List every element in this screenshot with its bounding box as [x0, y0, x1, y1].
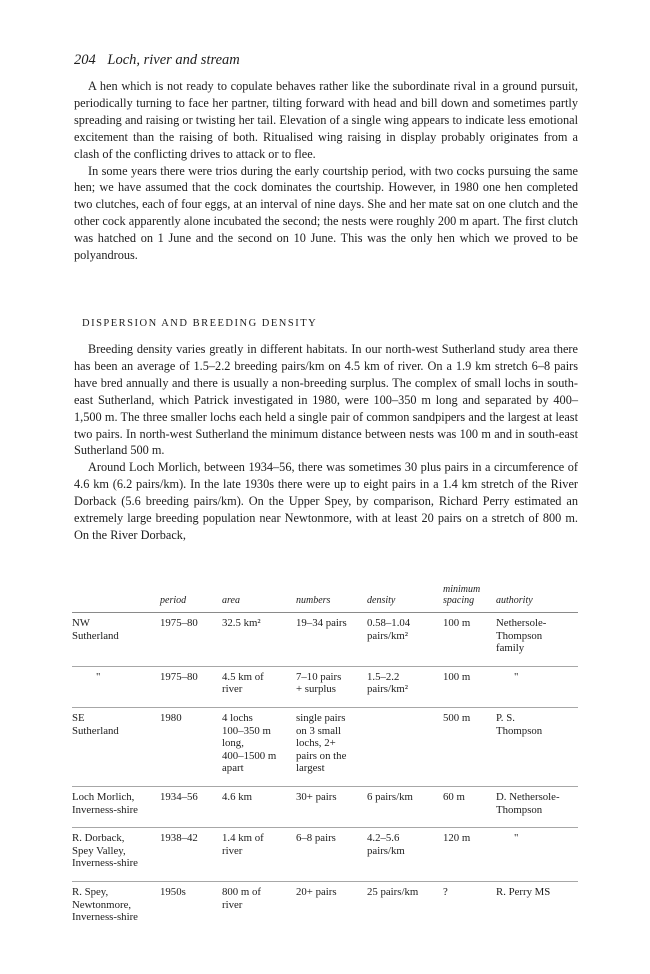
cell-spacing: ?	[443, 885, 448, 898]
cell-density: 25 pairs/km	[367, 885, 419, 898]
column-header-authority: authority	[496, 584, 578, 613]
cell-period: 1980	[160, 707, 222, 786]
paragraph: A hen which is not ready to copulate behaves rather like the subordinate rival in a ground pursuit, periodically turning to face her partner, tilting forward with head and bill down and sometimes partly spreading and raising or twisting her tail. Elevation of a single wing appears to indicate less emotional excitement than the raising of both. Ritualised wing raising in display probably originates from a clash of the conflicting drives to attack or to flee.	[74, 79, 578, 161]
table-row	[72, 828, 578, 882]
cell-area: 32.5 km²	[222, 613, 296, 667]
cell-density	[367, 707, 443, 786]
table-row	[72, 881, 578, 934]
body-text-top	[74, 78, 578, 264]
cell-authority: R. Perry MS	[496, 885, 551, 898]
cell-spacing: 500 m	[443, 707, 496, 786]
cell-period: 1950s	[160, 885, 186, 898]
cell-authority: P. S. Thompson	[496, 707, 578, 786]
cell-density: 0.58–1.04 pairs/km²	[367, 613, 443, 667]
cell-spacing: 100 m	[443, 666, 496, 707]
cell-spacing: 100 m	[443, 613, 496, 667]
cell-location: R. Spey, Newtonmore, Inverness-shire	[72, 885, 138, 924]
cell-location: SE Sutherland	[72, 707, 160, 786]
section-heading: DISPERSION AND BREEDING DENSITY	[82, 318, 318, 329]
breeding-density-table	[72, 584, 578, 935]
table-row	[72, 786, 578, 827]
table-row	[72, 707, 578, 786]
cell-location: NW Sutherland	[72, 613, 160, 667]
cell-authority: "	[496, 828, 578, 882]
cell-density: 6 pairs/km	[367, 786, 443, 827]
cell-area: 4.5 km of river	[222, 666, 296, 707]
cell-numbers: 20+ pairs	[296, 885, 337, 898]
column-header-numbers: numbers	[296, 584, 367, 613]
cell-authority: "	[496, 666, 578, 707]
cell-location: R. Dorback, Spey Valley, Inverness-shire	[72, 828, 160, 882]
paragraph: Breeding density varies greatly in different habitats. In our north-west Sutherland study area there has been an average of 1.5–2.2 breeding pairs/km on 4.5 km of river. On a 1.9 km stretch 6–8 pairs have bred annually and there is usually a non-breeding surplus. The complex of small lochs in south-east Sutherland, which Patrick investigated in 1980, were 100–350 m long and separated by 400–1,500 m. The three smaller lochs each held a single pair of common sandpipers and the largest at least two pairs. In north-west Sutherland the minimum distance between nests was 100 m and in south-east Sutherland 500 m.	[74, 342, 578, 458]
cell-period: 1938–42	[160, 828, 222, 882]
paragraph: Around Loch Morlich, between 1934–56, there was sometimes 30 plus pairs in a circumference of 4.6 km (6.2 pairs/km). In the late 1930s there were up to eight pairs in a 1.4 km stretch of the River Dorback (5.6 breeding pairs/km). On the Upper Spey, by comparison, Richard Perry estimated an extremely large breeding population near Newtonmore, with at least 20 pairs on a stretch of 800 m. On the River Dorback,	[74, 460, 578, 542]
running-head	[74, 52, 240, 69]
page-number: 204	[74, 52, 96, 68]
cell-numbers: 19–34 pairs	[296, 613, 367, 667]
cell-area: 4.6 km	[222, 786, 296, 827]
cell-period: 1934–56	[160, 786, 222, 827]
cell-density: 4.2–5.6 pairs/km	[367, 828, 443, 882]
cell-numbers: 7–10 pairs + surplus	[296, 666, 367, 707]
column-header-area: area	[222, 584, 296, 613]
cell-numbers: single pairs on 3 small lochs, 2+ pairs on the largest	[296, 707, 367, 786]
column-header-density: density	[367, 584, 443, 613]
body-text-section	[74, 341, 578, 544]
paragraph: In some years there were trios during the early courtship period, with two cocks pursuing the same hen; we have assumed that the cock dominates the courtship. However, in 1980 one hen completed two clutches, each of four eggs, at an interval of nine days. She and her mate sat on one clutch and the other cock apparently alone incubated the second; the nests were roughly 200 m apart. The first clutch was hatched on 1 June and the second on 10 June. This was the only hen which we proved to be polyandrous.	[74, 163, 578, 263]
cell-numbers: 6–8 pairs	[296, 828, 367, 882]
cell-numbers: 30+ pairs	[296, 786, 367, 827]
column-header-spacing: minimum spacing	[443, 584, 496, 613]
table-row	[72, 666, 578, 707]
cell-authority: D. Nethersole- Thompson	[496, 786, 578, 827]
cell-period: 1975–80	[160, 613, 222, 667]
cell-density: 1.5–2.2 pairs/km²	[367, 666, 443, 707]
cell-area: 1.4 km of river	[222, 828, 296, 882]
table-header-row	[72, 584, 578, 613]
chapter-title: Loch, river and stream	[107, 52, 240, 68]
cell-area: 4 lochs 100–350 m long, 400–1500 m apart	[222, 707, 296, 786]
cell-location: Loch Morlich, Inverness-shire	[72, 786, 160, 827]
cell-period: 1975–80	[160, 666, 222, 707]
cell-authority: Nethersole- Thompson family	[496, 613, 578, 667]
table-row	[72, 613, 578, 667]
cell-spacing: 60 m	[443, 786, 496, 827]
cell-area: 800 m of river	[222, 885, 261, 911]
column-header-location	[72, 584, 160, 613]
cell-location: "	[72, 666, 160, 707]
cell-spacing: 120 m	[443, 828, 496, 882]
column-header-period: period	[160, 584, 222, 613]
